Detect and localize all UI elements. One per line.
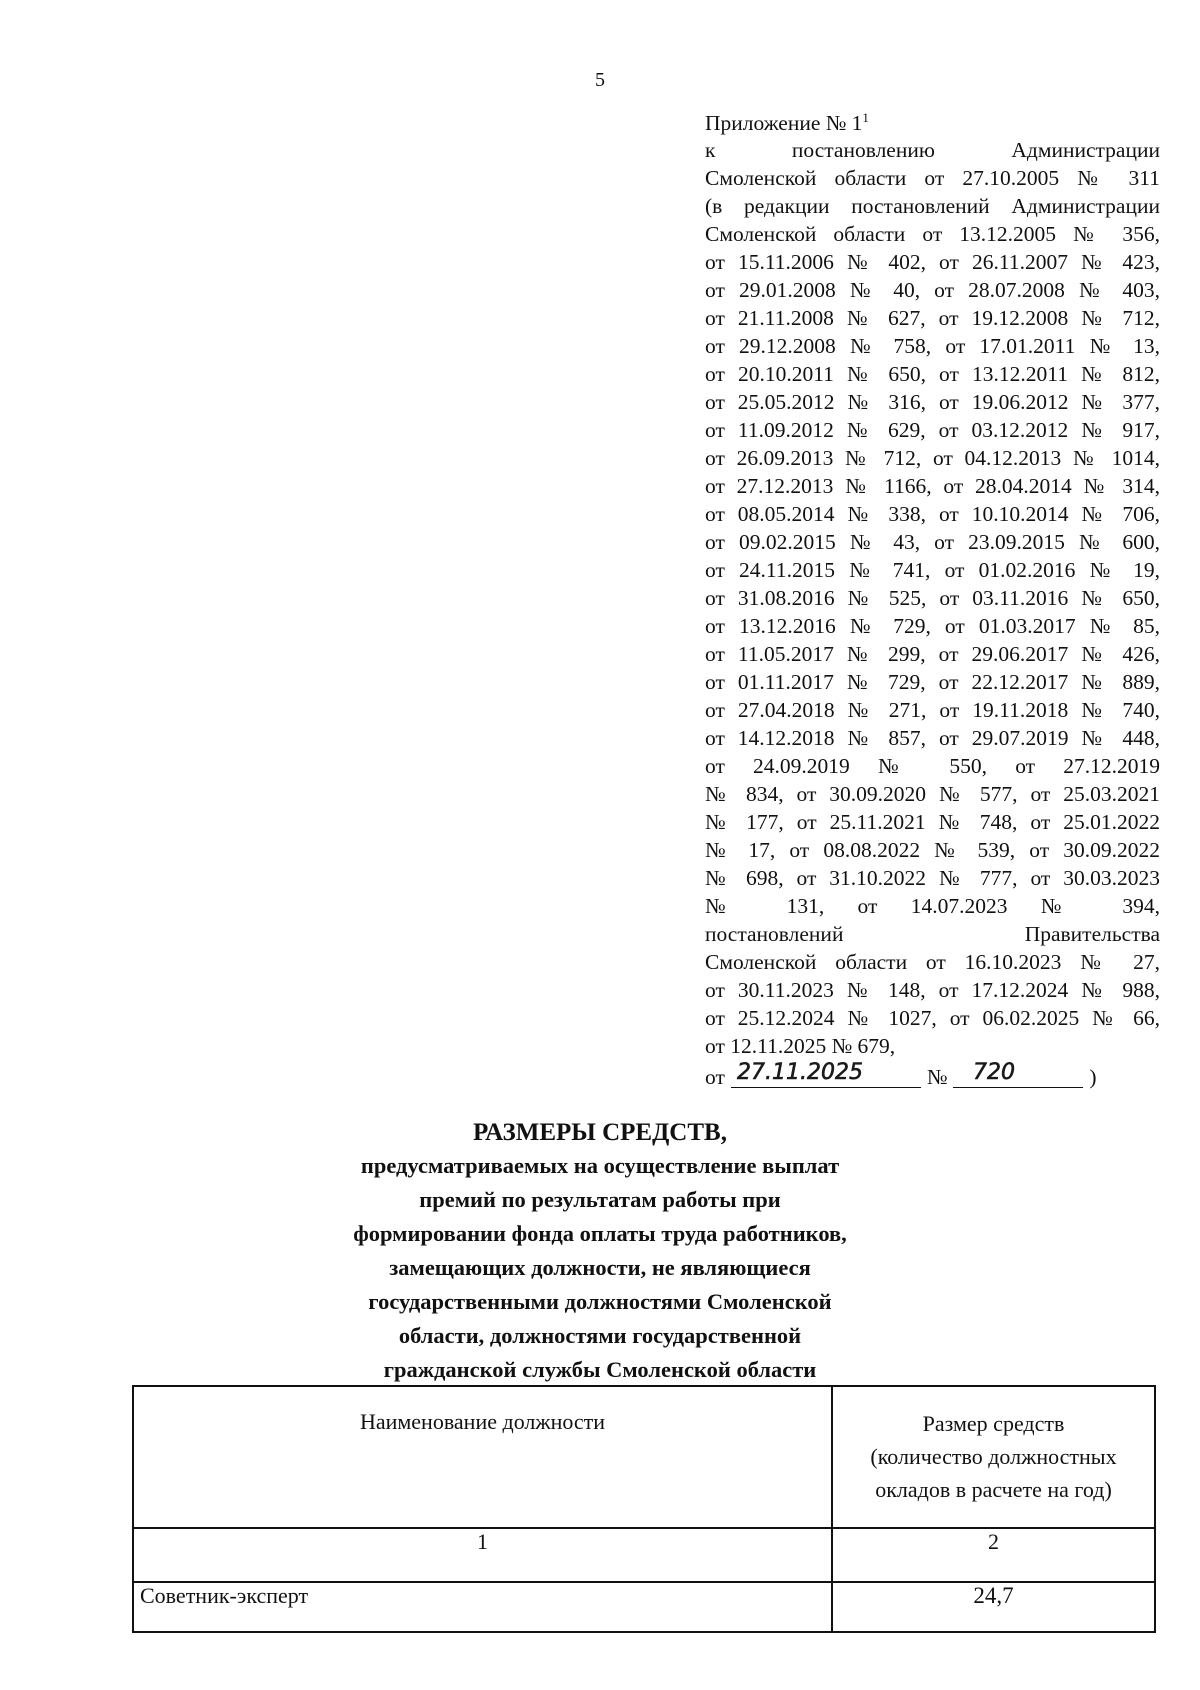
- appendix-line: от 29.12.2008 № 758, от 17.01.2011 № 13,: [705, 334, 1160, 358]
- appendix-line: от 11.09.2012 № 629, от 03.12.2012 № 917,: [705, 418, 1160, 442]
- heading-subtitle-line: замещающих должности, не являющиеся: [389, 1255, 811, 1280]
- column-header-amount: Размер средств (количество должностных окладов в расчете на год): [832, 1386, 1155, 1528]
- signature-line: [705, 1060, 1160, 1094]
- sign-number-label: №: [926, 1065, 948, 1089]
- appendix-line: от 24.09.2019 № 550, от 27.12.2019: [705, 754, 1160, 778]
- appendix-line: постановлений Правительства: [705, 922, 1160, 946]
- appendix-line: от 30.11.2023 № 148, от 17.12.2024 № 988,: [705, 978, 1160, 1002]
- appendix-line: № 698, от 31.10.2022 № 777, от 30.03.2023: [705, 866, 1160, 890]
- heading-title: РАЗМЕРЫ СРЕДСТВ,: [473, 1119, 727, 1146]
- appendix-line: от 20.10.2011 № 650, от 13.12.2011 № 812,: [705, 362, 1160, 386]
- column-number: 1: [133, 1528, 832, 1582]
- heading-subtitle-line: государственными должностями Смоленской: [368, 1289, 832, 1314]
- appendix-line: (в редакции постановлений Администрации: [705, 194, 1160, 218]
- positions-table: [132, 1385, 1156, 1633]
- appendix-line: от 01.11.2017 № 729, от 22.12.2017 № 889,: [705, 670, 1160, 694]
- handwritten-number-field: [953, 1060, 1083, 1088]
- handwritten-number: 720: [973, 1060, 1016, 1085]
- appendix-line: от 25.12.2024 № 1027, от 06.02.2025 № 66,: [705, 1006, 1160, 1030]
- appendix-line: от 11.05.2017 № 299, от 29.06.2017 № 426,: [705, 642, 1160, 666]
- appendix-line: от 27.04.2018 № 271, от 19.11.2018 № 740,: [705, 698, 1160, 722]
- appendix-line: к постановлению Администрации: [705, 138, 1160, 162]
- appendix-line: от 12.11.2025 № 679,: [705, 1034, 896, 1058]
- appendix-line: от 29.01.2008 № 40, от 28.07.2008 № 403,: [705, 278, 1160, 302]
- appendix-line: от 26.09.2013 № 712, от 04.12.2013 № 1014,: [705, 446, 1160, 470]
- heading-subtitle-line: предусматриваемых на осуществление выплат: [360, 1153, 840, 1178]
- appendix-line: от 31.08.2016 № 525, от 03.11.2016 № 650,: [705, 586, 1160, 610]
- appendix-block: [705, 110, 1160, 1094]
- appendix-line: от 25.05.2012 № 316, от 19.06.2012 № 377,: [705, 390, 1160, 414]
- appendix-line: Смоленской области от 16.10.2023 № 27,: [705, 950, 1160, 974]
- heading-subtitle-line: области, должностями государственной: [398, 1323, 802, 1348]
- heading-subtitle-line: гражданской службы Смоленской области: [383, 1357, 817, 1382]
- appendix-line: № 177, от 25.11.2021 № 748, от 25.01.2022: [705, 810, 1160, 834]
- document-heading: [300, 1117, 900, 1387]
- heading-subtitle-line: премий по результатам работы при: [419, 1187, 781, 1212]
- appendix-title: Приложение № $1^1$: [705, 110, 869, 135]
- table-header-row: [133, 1386, 1155, 1528]
- appendix-line: № 17, от 08.08.2022 № 539, от 30.09.2022: [705, 838, 1160, 862]
- sign-prefix: от: [705, 1065, 725, 1089]
- amount-cell: 24,7: [832, 1582, 1155, 1632]
- sign-close: ): [1089, 1065, 1097, 1089]
- appendix-line: от 09.02.2015 № 43, от 23.09.2015 № 600,: [705, 530, 1160, 554]
- column-header-position: Наименование должности: [133, 1386, 832, 1528]
- appendix-line: от 27.12.2013 № 1166, от 28.04.2014 № 314,: [705, 474, 1160, 498]
- column-number: 2: [832, 1528, 1155, 1582]
- position-cell: Советник-эксперт: [133, 1582, 832, 1632]
- appendix-line: от 13.12.2016 № 729, от 01.03.2017 № 85,: [705, 614, 1160, 638]
- appendix-line: от 08.05.2014 № 338, от 10.10.2014 № 706,: [705, 502, 1160, 526]
- appendix-line: от 24.11.2015 № 741, от 01.02.2016 № 19,: [705, 558, 1160, 582]
- appendix-line: № 834, от 30.09.2020 № 577, от 25.03.2021: [705, 782, 1160, 806]
- appendix-line: Смоленской области от 27.10.2005 № 311: [705, 166, 1160, 190]
- appendix-line: Смоленской области от 13.12.2005 № 356,: [705, 222, 1160, 246]
- appendix-line: от 15.11.2006 № 402, от 26.11.2007 № 423,: [705, 250, 1160, 274]
- appendix-line: № 131, от 14.07.2023 № 394,: [705, 894, 1160, 918]
- handwritten-date: 27.11.2025: [736, 1060, 863, 1085]
- appendix-line: от 14.12.2018 № 857, от 29.07.2019 № 448,: [705, 726, 1160, 750]
- heading-subtitle-line: формировании фонда оплаты труда работников,: [353, 1221, 847, 1246]
- appendix-line: от 21.11.2008 № 627, от 19.12.2008 № 712,: [705, 306, 1160, 330]
- table-row: [133, 1582, 1155, 1632]
- page-number: 5: [595, 69, 605, 91]
- column-number-row: [133, 1528, 1155, 1582]
- handwritten-date-field: [731, 1060, 921, 1088]
- appendix-title-superscript: 1: [862, 110, 869, 125]
